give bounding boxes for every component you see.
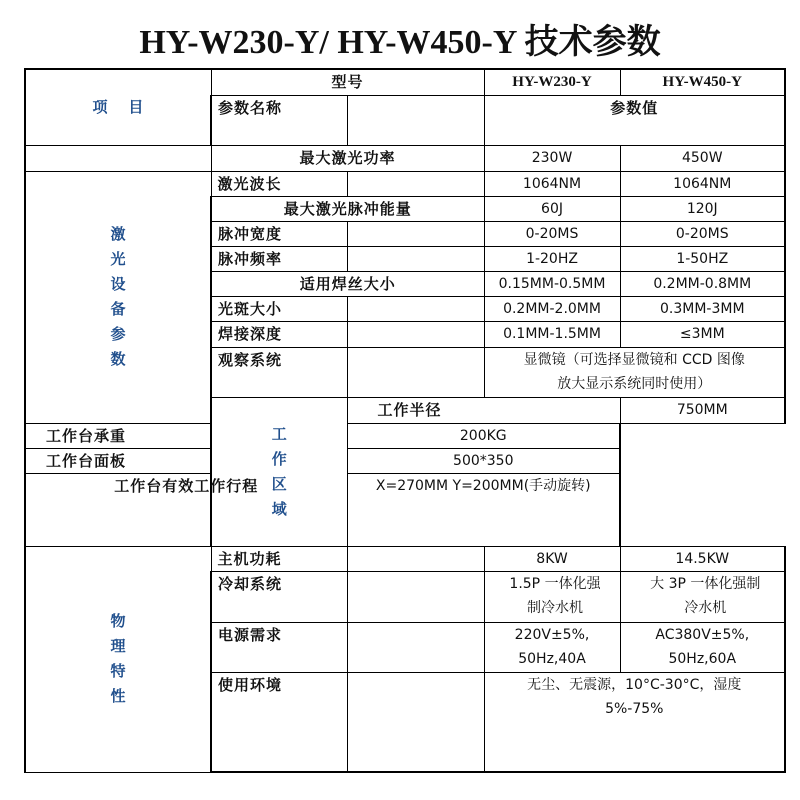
value-b: 14.5KW xyxy=(620,547,785,572)
row-label: 工作台承重 xyxy=(25,423,347,448)
table-row-work-travel xyxy=(25,474,785,547)
blank-cell xyxy=(347,222,484,247)
value-line: 220V±5%, xyxy=(514,626,590,643)
category-char: 数 xyxy=(110,350,126,369)
value-a: 0.15MM-0.5MM xyxy=(484,272,620,297)
value-line: 无尘、无震源，10°C-30°C，湿度 xyxy=(527,676,742,693)
table-row-wavelength xyxy=(25,171,785,196)
row-label: 工作台有效工作行程 xyxy=(25,474,347,547)
param-name-blank xyxy=(347,95,484,145)
value-a: 0.1MM-1.5MM xyxy=(484,322,620,347)
row-label: 使用环境 xyxy=(211,672,347,772)
item-header-label: 项 目 xyxy=(92,98,144,117)
table-row-max-power xyxy=(25,145,785,171)
category-char: 参 xyxy=(110,325,126,344)
header-row-model xyxy=(25,69,785,95)
category-char: 域 xyxy=(271,500,287,519)
value-a: 0-20MS xyxy=(484,222,620,247)
value: X=270MM Y=200MM(手动旋转) xyxy=(347,474,620,547)
value-b xyxy=(620,572,785,622)
category-char: 理 xyxy=(110,637,126,656)
blank-cell xyxy=(347,547,484,572)
param-value-header: 参数值 xyxy=(484,95,785,145)
category-char: 物 xyxy=(110,612,126,631)
row-label: 主机功耗 xyxy=(211,547,347,572)
blank-cell xyxy=(347,247,484,272)
row-label: 脉冲宽度 xyxy=(211,222,347,247)
value-line: 50Hz,40A xyxy=(518,650,586,667)
value: 200KG xyxy=(347,423,620,448)
category-char: 激 xyxy=(110,225,126,244)
value-line: 大 3P 一体化强制 xyxy=(650,576,761,593)
row-label: 激光波长 xyxy=(211,171,347,196)
category-char: 性 xyxy=(110,687,126,706)
blank-cell xyxy=(347,322,484,347)
row-label: 工作台面板 xyxy=(25,448,347,473)
value-b: ≤3MM xyxy=(620,322,785,347)
environment-value xyxy=(484,672,785,772)
blank-cell xyxy=(347,171,484,196)
value-line: 50Hz,60A xyxy=(668,650,737,667)
blank-cell xyxy=(347,672,484,772)
row-label: 观察系统 xyxy=(211,347,347,397)
blank-cell xyxy=(347,297,484,322)
spec-table xyxy=(24,68,786,773)
value-line: 制冷水机 xyxy=(527,600,584,617)
value-line: AC380V±5%, xyxy=(655,626,750,643)
table-row-power-consumption xyxy=(25,547,785,572)
blank-cell xyxy=(347,572,484,622)
row-label: 工作半径 xyxy=(347,397,620,423)
category-char: 区 xyxy=(271,475,287,494)
observe-value xyxy=(484,347,785,397)
value-b xyxy=(620,622,785,672)
category-char: 作 xyxy=(271,450,287,469)
table-row-work-load xyxy=(25,423,785,448)
model-header-label: 型号 xyxy=(211,69,484,95)
value-b: 450W xyxy=(620,145,785,171)
row-label: 焊接深度 xyxy=(211,322,347,347)
category-char: 设 xyxy=(110,275,126,294)
row-label: 电源需求 xyxy=(211,622,347,672)
item-header-cell xyxy=(25,69,211,145)
value-a xyxy=(484,622,620,672)
value-b: 0.2MM-0.8MM xyxy=(620,272,785,297)
blank-category-cell xyxy=(25,145,211,171)
value: 500*350 xyxy=(347,448,620,473)
category-char: 光 xyxy=(110,250,126,269)
value-a: 8KW xyxy=(484,547,620,572)
row-label: 最大激光脉冲能量 xyxy=(211,197,484,222)
value-a: 1064NM xyxy=(484,171,620,196)
value-b: 1-50HZ xyxy=(620,247,785,272)
observe-value-line: 放大显示系统同时使用） xyxy=(557,375,712,392)
category-physical xyxy=(25,547,211,772)
category-laser xyxy=(25,171,211,423)
value-b: 0-20MS xyxy=(620,222,785,247)
observe-value-line: 显微镜（可选择显微镜和 CCD 图像 xyxy=(523,351,745,368)
row-label: 最大激光功率 xyxy=(211,145,484,171)
blank-cell xyxy=(347,622,484,672)
page-title: HY-W230-Y/ HY-W450-Y 技术参数 xyxy=(139,24,661,61)
row-label: 冷却系统 xyxy=(211,572,347,622)
row-label: 脉冲频率 xyxy=(211,247,347,272)
blank-cell xyxy=(347,347,484,397)
category-char: 工 xyxy=(271,425,287,444)
category-char: 特 xyxy=(110,662,126,681)
value-a: 60J xyxy=(484,197,620,222)
value: 750MM xyxy=(620,397,785,423)
value-a: 230W xyxy=(484,145,620,171)
value-a xyxy=(484,572,620,622)
table-row-work-panel xyxy=(25,448,785,473)
row-label: 适用焊丝大小 xyxy=(211,272,484,297)
value-b: 120J xyxy=(620,197,785,222)
value-b: 0.3MM-3MM xyxy=(620,297,785,322)
model-a-header: HY-W230-Y xyxy=(484,69,620,95)
param-name-header: 参数名称 xyxy=(211,95,347,145)
value-b: 1064NM xyxy=(620,171,785,196)
value-line: 冷水机 xyxy=(684,600,727,617)
model-b-header: HY-W450-Y xyxy=(620,69,785,95)
category-char: 备 xyxy=(110,300,126,319)
value-line: 5%-75% xyxy=(605,700,664,717)
value-a: 1-20HZ xyxy=(484,247,620,272)
value-a: 0.2MM-2.0MM xyxy=(484,297,620,322)
row-label: 光斑大小 xyxy=(211,297,347,322)
value-line: 1.5P 一体化强 xyxy=(509,576,601,593)
